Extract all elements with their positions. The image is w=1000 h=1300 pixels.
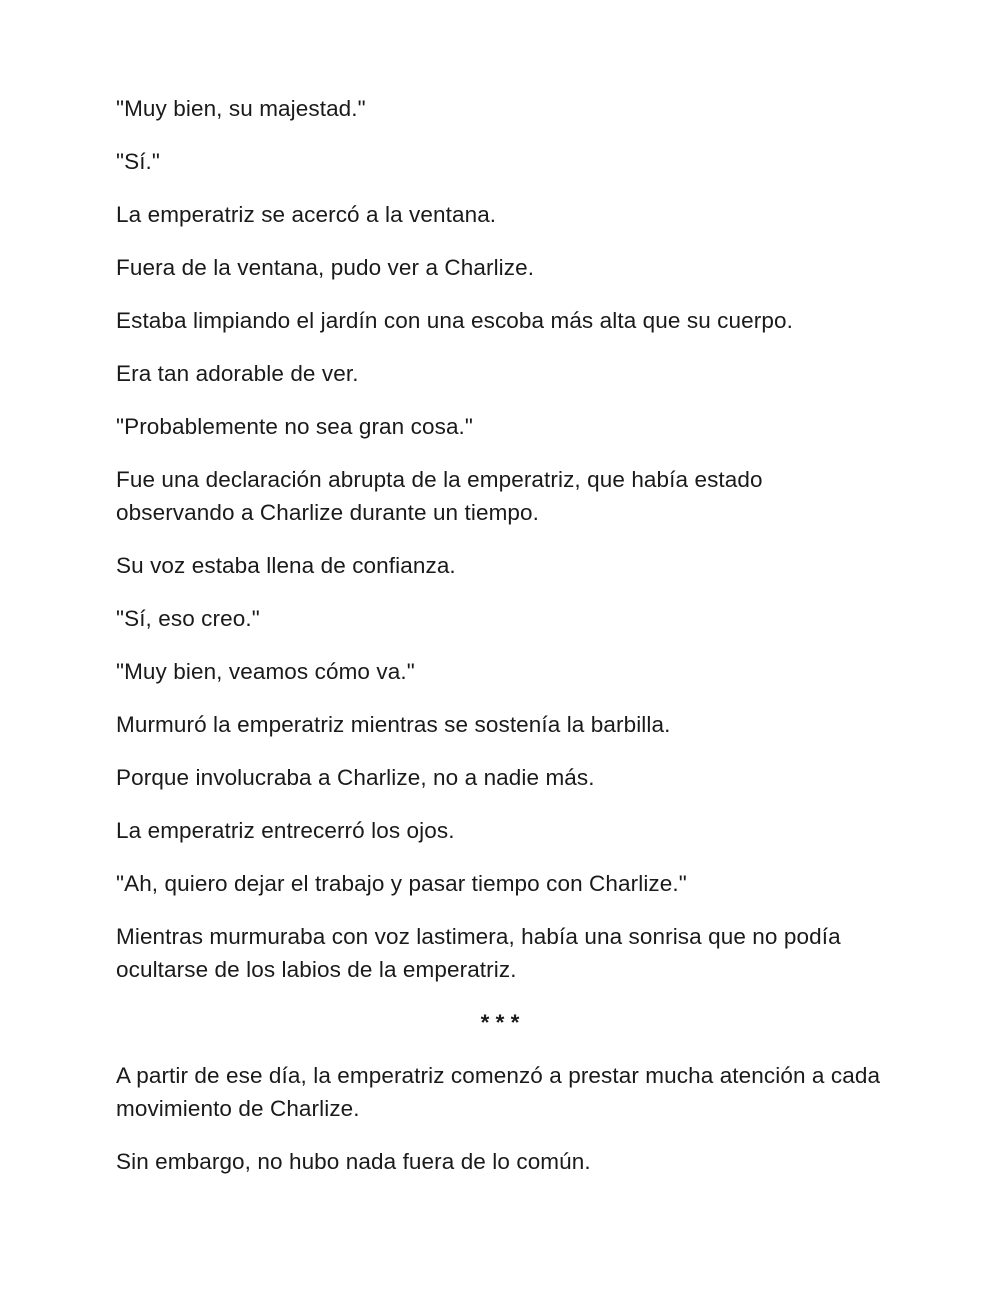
paragraph: Murmuró la emperatriz mientras se sostenía la barbilla. bbox=[116, 712, 671, 737]
paragraph: La emperatriz se acercó a la ventana. bbox=[116, 202, 497, 227]
paragraph: La emperatriz entrecerró los ojos. bbox=[116, 818, 455, 843]
paragraph: "Sí, eso creo." bbox=[116, 606, 260, 631]
paragraph: Fue una declaración abrupta de la emperatriz, que había estado observando a Charlize durante un tiempo. bbox=[116, 467, 763, 525]
document-page bbox=[116, 92, 886, 1198]
paragraph: Estaba limpiando el jardín con una escoba más alta que su cuerpo. bbox=[116, 308, 793, 333]
paragraph: "Sí." bbox=[116, 149, 160, 174]
paragraph: "Probablemente no sea gran cosa." bbox=[116, 414, 473, 439]
paragraph: Su voz estaba llena de confianza. bbox=[116, 553, 456, 578]
paragraph: Mientras murmuraba con voz lastimera, había una sonrisa que no podía ocultarse de los labios de la emperatriz. bbox=[116, 924, 841, 982]
paragraph: Era tan adorable de ver. bbox=[116, 361, 359, 386]
paragraph: "Muy bien, su majestad." bbox=[116, 96, 366, 121]
paragraph: Fuera de la ventana, pudo ver a Charlize. bbox=[116, 255, 535, 280]
section-separator: * * * bbox=[480, 1010, 520, 1035]
paragraph: Sin embargo, no hubo nada fuera de lo común. bbox=[116, 1149, 591, 1174]
paragraph: "Ah, quiero dejar el trabajo y pasar tiempo con Charlize." bbox=[116, 871, 687, 896]
paragraph: "Muy bien, veamos cómo va." bbox=[116, 659, 415, 684]
paragraph: A partir de ese día, la emperatriz comenzó a prestar mucha atención a cada movimiento de Charlize. bbox=[116, 1063, 881, 1121]
paragraph: Porque involucraba a Charlize, no a nadie más. bbox=[116, 765, 595, 790]
